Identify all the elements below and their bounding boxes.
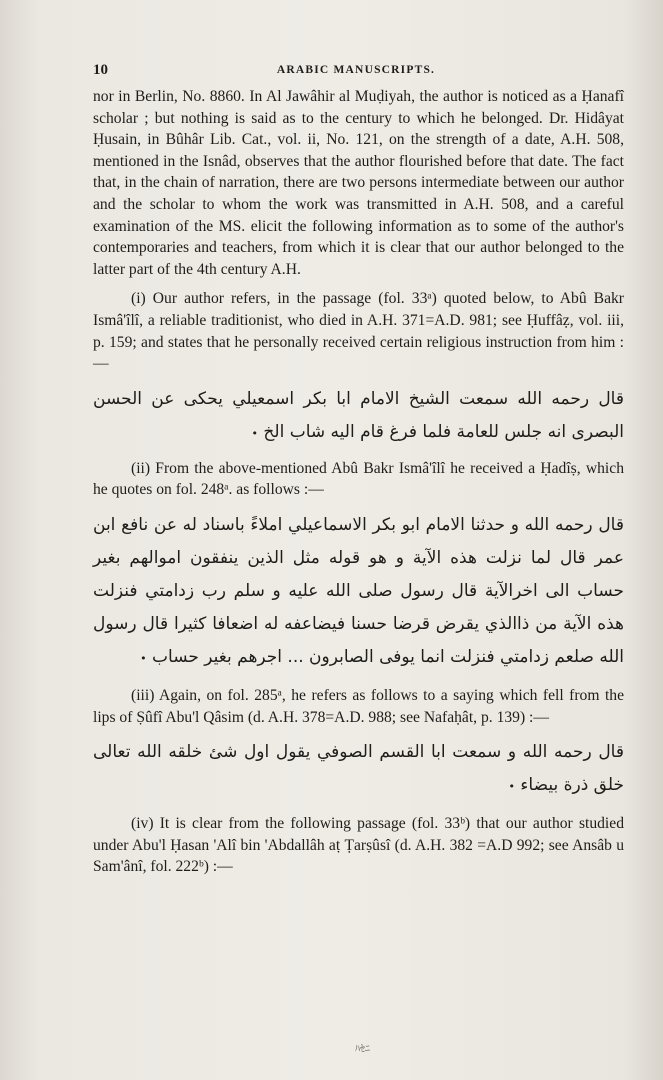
page-number: 10 bbox=[93, 62, 108, 78]
running-title: ARABIC MANUSCRIPTS. bbox=[276, 64, 436, 76]
paragraph-item-i: (i) Our author refers, in the passage (fol. 33ᵃ) quoted below, to Abû Bakr Ismâ'îlî, a reliable traditionist, who died in A.H. 371=A.D. 981; see Ḥuffâẓ, vol. iii, p. 159; and states that he personally received certain religious instruction from him :— bbox=[93, 290, 624, 373]
arabic-quote-1-text: قال رحمه الله سمعت الشيخ الامام ابا بكر اسمعيلي يحكى عن الحسن البصرى انه جلس للعامة فلما فرغ قام اليه شاب الخ bbox=[93, 388, 624, 442]
paragraph-item-iv: (iv) It is clear from the following passage (fol. 33ᵇ) that our author studied under Abu'l Ḥasan 'Alî bin 'Abdallâh aṭ Ṭarṣûsî (d. A.H. 382 =A.D 992; see Ansâb u Sam'ânî, fol. 222ᵇ) :— bbox=[93, 815, 624, 876]
page-header bbox=[93, 62, 619, 82]
end-mark: • bbox=[251, 426, 259, 440]
arabic-quote-3 bbox=[93, 736, 624, 803]
paragraph-item-iii: (iii) Again, on fol. 285ᵃ, he refers as follows to a saying which fell from the lips of Ṣûfî Abu'l Qâsim (d. A.H. 378=A.D. 988; see Nafaḥât, p. 139) :— bbox=[93, 686, 624, 726]
arabic-quote-3-text: قال رحمه الله و سمعت ابا القسم الصوفي يقول اول شئ خلقه الله تعالى خلق ذرة بيضاء bbox=[93, 742, 624, 796]
paragraph-item-ii: (ii) From the above-mentioned Abû Bakr Ismâ'îlî he received a Ḥadîṣ, which he quotes on fol. 248ᵃ. as follows :— bbox=[93, 459, 624, 499]
page-body bbox=[93, 86, 624, 878]
arabic-quote-1 bbox=[93, 383, 624, 450]
footer-mark: ﾊｾﾆ bbox=[355, 1044, 370, 1055]
arabic-quote-2 bbox=[93, 509, 624, 675]
end-mark: • bbox=[508, 780, 515, 794]
paragraph-intro: nor in Berlin, No. 8860. In Al Jawâhir al Muḍiyah, the author is noticed as a Ḥanafî scholar ; but nothing is said as to the century to which he belonged. Dr. Hidâyat Ḥusain, in Bûhâr Lib. Cat., vol. ii, No. 121, on the strength of a date, A.H. 508, mentioned in the Isnâd, observes that the author flourished before that date. The fact that, in the chain of narration, there are two persons intermediate between our author and the scholar to whom the work was transmitted in A.H. 508, and a careful examination of the MS. elicit the following information as to some of the author's contemporaries and teachers, from which it is clear that our author belonged to the latter part of the 4th century A.H. bbox=[93, 88, 624, 278]
end-mark: • bbox=[140, 651, 147, 665]
arabic-quote-2-text: قال رحمه الله و حدثنا الامام ابو بكر الاسماعيلي املاءً باسناد له عن نافع ابن عمر قال لما نزلت هذه الآية و هو قوله مثل الذين ينفقون اموالهم بغير حساب الى اخرالآية قال رسول صلى الله عليه و سلم رب زدامتي فنزلت هذه الآية من ذاالذي يقرض قرضا حسنا فيضاعفه له اضعافا كثيرا قال رسول الله صلعم زدامتي فنزلت انما يوفى الصابرون ... اجرهم بغير حساب bbox=[93, 514, 624, 667]
